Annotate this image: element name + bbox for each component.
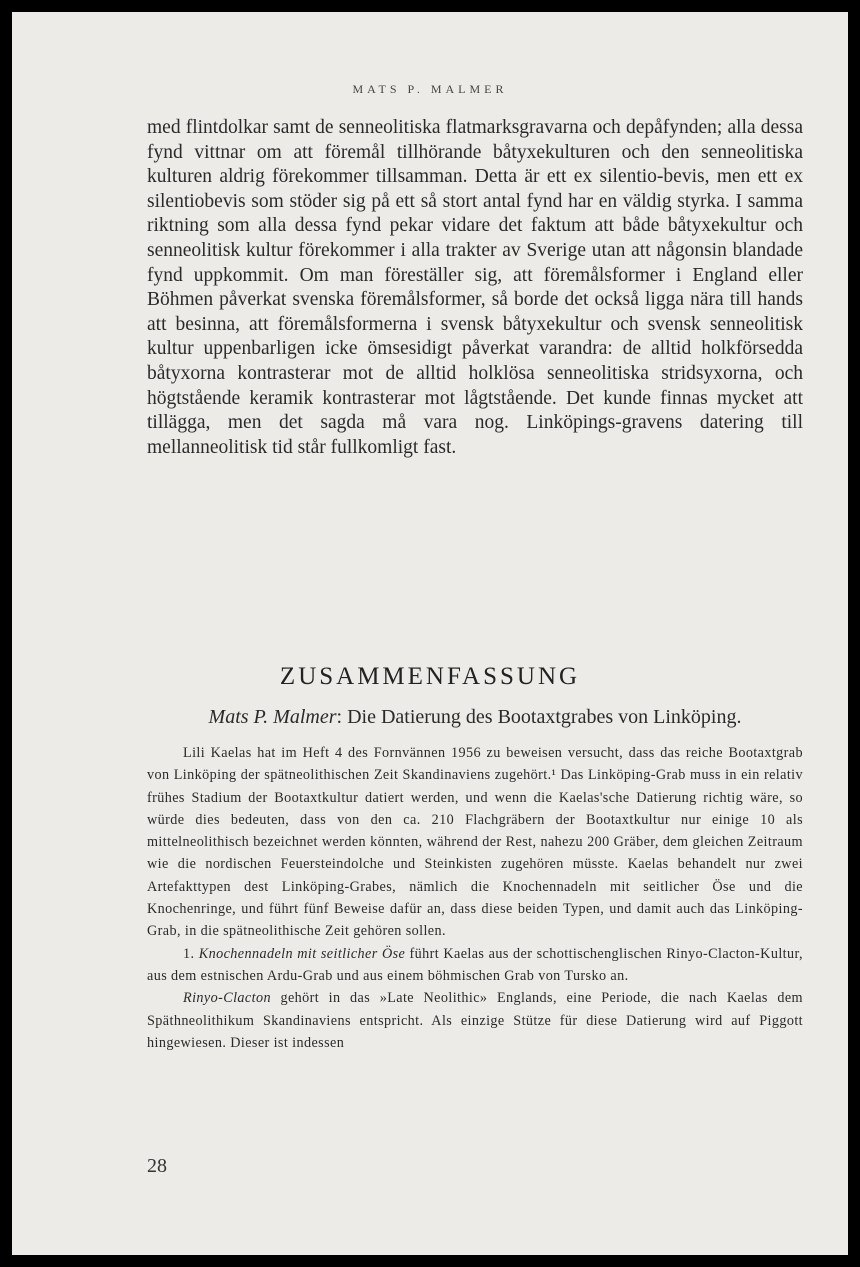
page-number: 28 (147, 1155, 167, 1177)
body-paragraph: med flintdolkar samt de senneolitiska flatmarksgravarna och depåfynden; alla dessa fynd vittnar om att föremål tillhörande båtyxekulturen och den senneolitiska kulturen aldrig förekommer tillsamman. Detta är ett ex silentio-bevis, men ett ex silentiobevis som stöder sig på ett så stort antal fynd har en väldig styrka. I samma riktning som alla dessa fynd pekar vidare det faktum att både båtyxekultur och senneolitisk kultur förekommer i alla trakter av Sverige utan att någonsin blandade fynd uppkommit. Om man föreställer sig, att föremålsformer i England eller Böhmen påverkat svenska föremålsformer, så borde det också ligga nära till hands att besinna, att föremålsformerna i svensk båtyxekultur och svensk senneolitisk kultur uppenbarligen icke ömsesidigt påverkat varandra: de alltid holkförsedda båtyxorna kontrasterar mot de alltid holklösa senneolitiska stridsyxorna, och högtstående keramik kontrasterar mot lågtstående. Det kunde finnas mycket att tillägga, men det sagda må vara nog. Linköpings-gravens datering till mellanneolitisk tid står fullkomligt fast. (147, 117, 803, 458)
body-text (147, 116, 803, 460)
summary-body (147, 742, 803, 1054)
summary-paragraph-2 (147, 943, 803, 988)
running-head: MATS P. MALMER (352, 82, 508, 96)
summary-p2-text: führt Kaelas aus der schottischenglischen Rinyo-Clacton-Kultur, aus dem estnischen Ardu-Grab und aus einem böhmischen Grab von Tursko an. (147, 945, 803, 984)
summary-p2-italic: Knochennadeln mit seitlicher Öse (198, 945, 406, 962)
summary-p3-italic: Rinyo-Clacton (183, 990, 271, 1007)
summary-p3-text: gehört in das »Late Neolithic» Englands, eine Periode, die nach Kaelas dem Späthneolithikum Skandinaviens entspricht. Als einzige Stütze für diese Datierung wird auf Piggott hingewiesen. Dieser ist indessen (147, 990, 803, 1051)
summary-paragraph-3 (147, 987, 803, 1054)
section-heading: ZUSAMMENFASSUNG (279, 663, 581, 690)
document-page (12, 12, 848, 1255)
summary-title (147, 706, 803, 729)
summary-paragraph-1: Lili Kaelas hat im Heft 4 des Fornvännen 1956 zu beweisen versucht, dass das reiche Bootaxtgrab von Linköping der spätneolithischen Zeit Skandinaviens zugehört.¹ Das Linköping-Grab muss in ein relativ frühes Stadium der Bootaxtkultur datiert werden, und wenn die Kaelas'sche Datierung richtig wäre, so würde dies bedeuten, dass von den ca. 210 Flachgräbern der Bootaxtkultur nur einige 10 als mittelneolithisch bezeichnet werden könnten, während der Rest, nahezu 200 Gräber, dem gleichen Zeitraum wie die nordischen Feuersteindolche und Steinkisten zugehören müsste. Kaelas behandelt nur zwei Artefakttypen dest Linköping-Grabes, nämlich die Knochennadeln mit seitlicher Öse und die Knochenringe, und führt fünf Beweise dafür an, dass diese beiden Typen, und damit auch das Linköping-Grab, in die spätneolithische Zeit gehören sollen. (147, 745, 803, 940)
summary-title-text: : Die Datierung des Bootaxtgrabes von Linköping. (336, 706, 742, 728)
summary-p2-prefix: 1. (183, 945, 199, 962)
summary-author: Mats P. Malmer (208, 706, 337, 728)
